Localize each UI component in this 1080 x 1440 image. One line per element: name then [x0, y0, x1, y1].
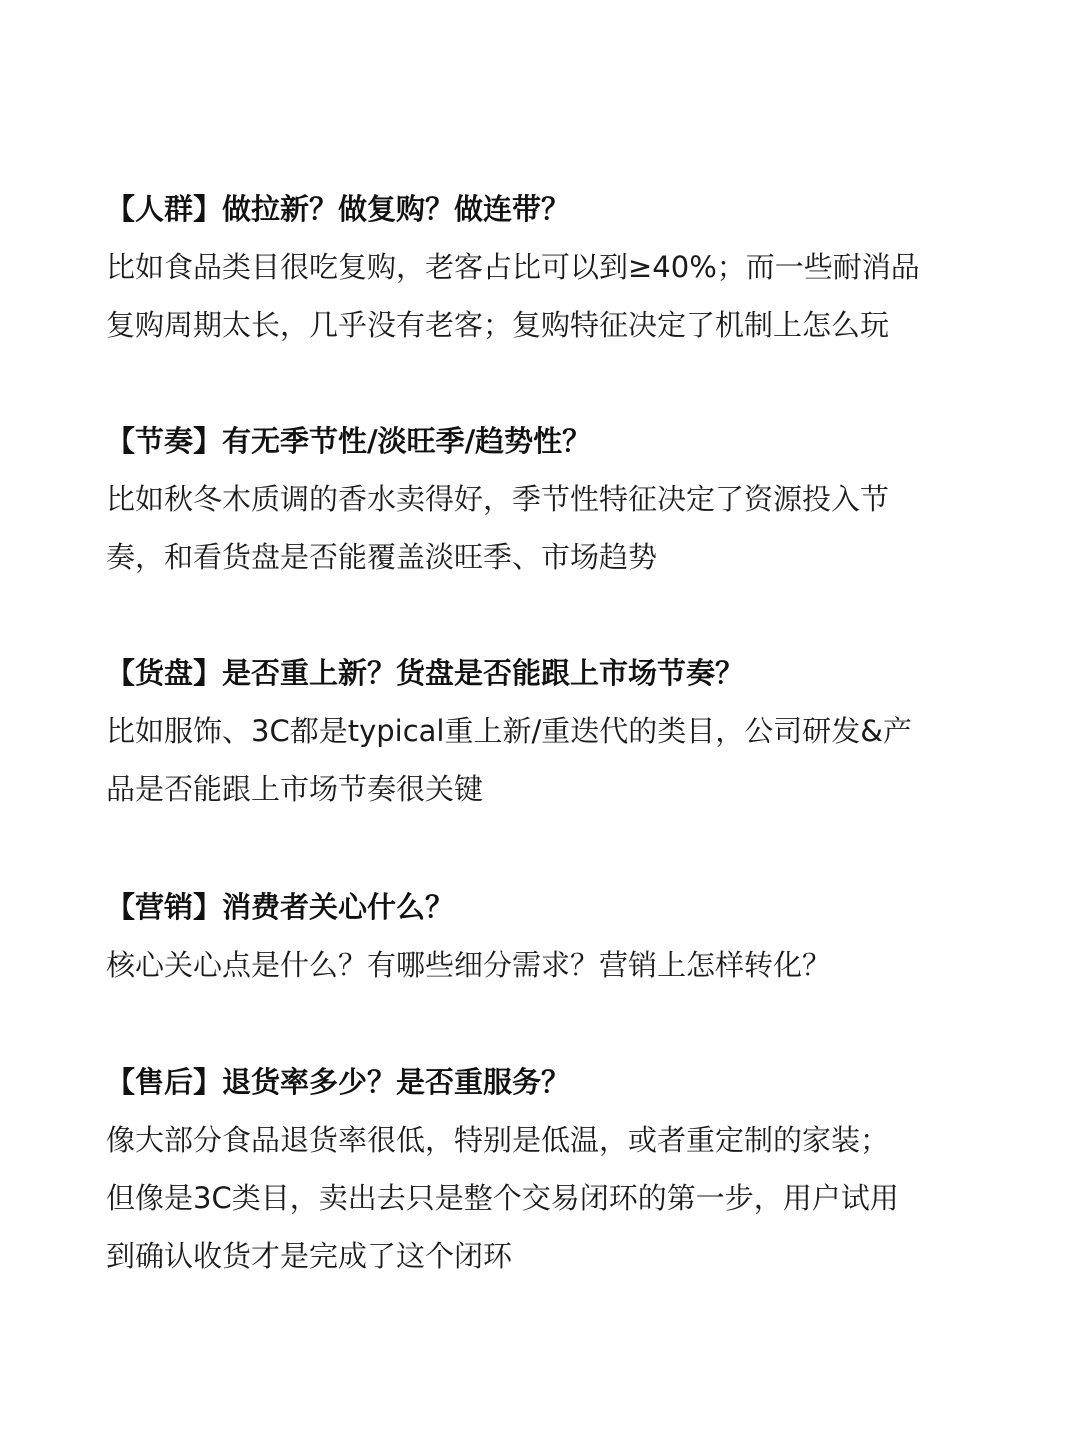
body-line: 但像是3C类目，卖出去只是整个交易闭环的第一步，用户试用	[106, 1181, 899, 1215]
section-after-sales	[106, 1062, 986, 1276]
body-line: 复购周期太长，几乎没有老客；复购特征决定了机制上怎么玩	[106, 308, 890, 342]
section-heading: 【营销】消费者关心什么？	[106, 890, 455, 924]
body-line: 比如食品类目很吃复购，老客占比可以到≥40%；而一些耐消品	[106, 250, 920, 284]
body-line: 比如服饰、3C都是typical重上新/重迭代的类目，公司研发&产	[106, 714, 912, 748]
section-marketing	[106, 887, 986, 985]
body-line: 品是否能跟上市场节奏很关键	[106, 772, 484, 806]
section-assortment	[106, 653, 986, 809]
section-heading: 【节奏】有无季节性/淡旺季/趋势性？	[106, 424, 592, 458]
body-line: 比如秋冬木质调的香水卖得好，季节性特征决定了资源投入节	[106, 482, 890, 516]
body-line: 奏，和看货盘是否能覆盖淡旺季、市场趋势	[106, 540, 658, 574]
section-audience	[106, 189, 986, 345]
body-line: 核心关心点是什么？有哪些细分需求？营销上怎样转化？	[106, 948, 832, 982]
body-line: 像大部分食品退货率很低，特别是低温，或者重定制的家装；	[106, 1123, 890, 1157]
section-heading: 【货盘】是否重上新？货盘是否能跟上市场节奏？	[106, 656, 745, 690]
section-heading: 【人群】做拉新？做复购？做连带？	[106, 192, 571, 226]
body-line: 到确认收货才是完成了这个闭环	[106, 1239, 513, 1273]
section-rhythm	[106, 421, 986, 577]
section-heading: 【售后】退货率多少？是否重服务？	[106, 1065, 571, 1099]
